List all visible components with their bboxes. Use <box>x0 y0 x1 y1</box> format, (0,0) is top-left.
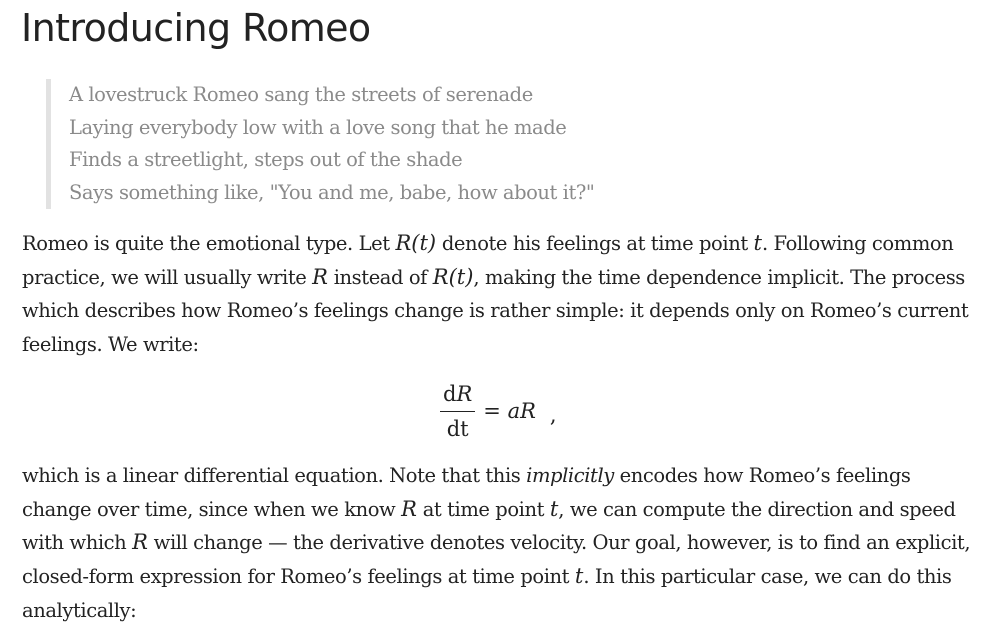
song-blockquote <box>46 79 769 209</box>
math-inline: R <box>312 264 328 289</box>
math-inline: t <box>574 564 584 589</box>
math-inline: R <box>401 496 417 521</box>
quote-line: Says something like, "You and me, babe, how about it?" <box>69 180 595 204</box>
equation-rhs: = aR <box>483 399 536 423</box>
derivative-fraction <box>440 381 475 442</box>
paragraph-line: practice, we will usually write R instead of R(t), making the time dependence implicit. The process <box>22 264 965 289</box>
paragraph-line: which is a linear differential equation. Note that this implicitly encodes how Romeo’s feelings <box>22 464 911 487</box>
quote-line: Finds a streetlight, steps out of the shade <box>69 148 463 171</box>
math-inline: R(t) <box>395 231 437 255</box>
differential-equation <box>440 378 557 444</box>
math-inline: R(t) <box>432 264 474 289</box>
paragraph-line: feelings. We write: <box>22 333 199 357</box>
emphasis-text: implicitly <box>526 464 614 487</box>
paragraph-line: analytically: <box>22 598 137 622</box>
intro-paragraph <box>22 227 982 362</box>
paragraph-line: closed-form expression for Romeo’s feelings at time point t. In this particular case, we can do this <box>22 564 952 589</box>
paragraph-line: change over time, since when we know R at time point t, we can compute the direction and speed <box>22 496 956 521</box>
quote-line: A lovestruck Romeo sang the streets of serenade <box>69 83 533 106</box>
math-inline: t <box>753 231 762 255</box>
math-inline: t <box>549 496 559 521</box>
equation-comma: , <box>549 403 557 427</box>
paragraph-line: which describes how Romeo’s feelings change is rather simple: it depends only on Romeo’s current <box>22 299 969 323</box>
paragraph-line: Romeo is quite the emotional type. Let R(t) denote his feelings at time point t. Following common <box>22 231 954 255</box>
explanation-paragraph <box>22 459 982 628</box>
paragraph-line: with which R will change — the derivative denotes velocity. Our goal, however, is to find an explicit, <box>22 530 971 555</box>
page-title: Introducing Romeo <box>21 6 371 50</box>
fraction-denominator: dt <box>446 416 469 441</box>
fraction-numerator: dR <box>440 381 475 412</box>
math-inline: R <box>132 530 148 555</box>
quote-line: Laying everybody low with a love song that he made <box>69 115 567 139</box>
